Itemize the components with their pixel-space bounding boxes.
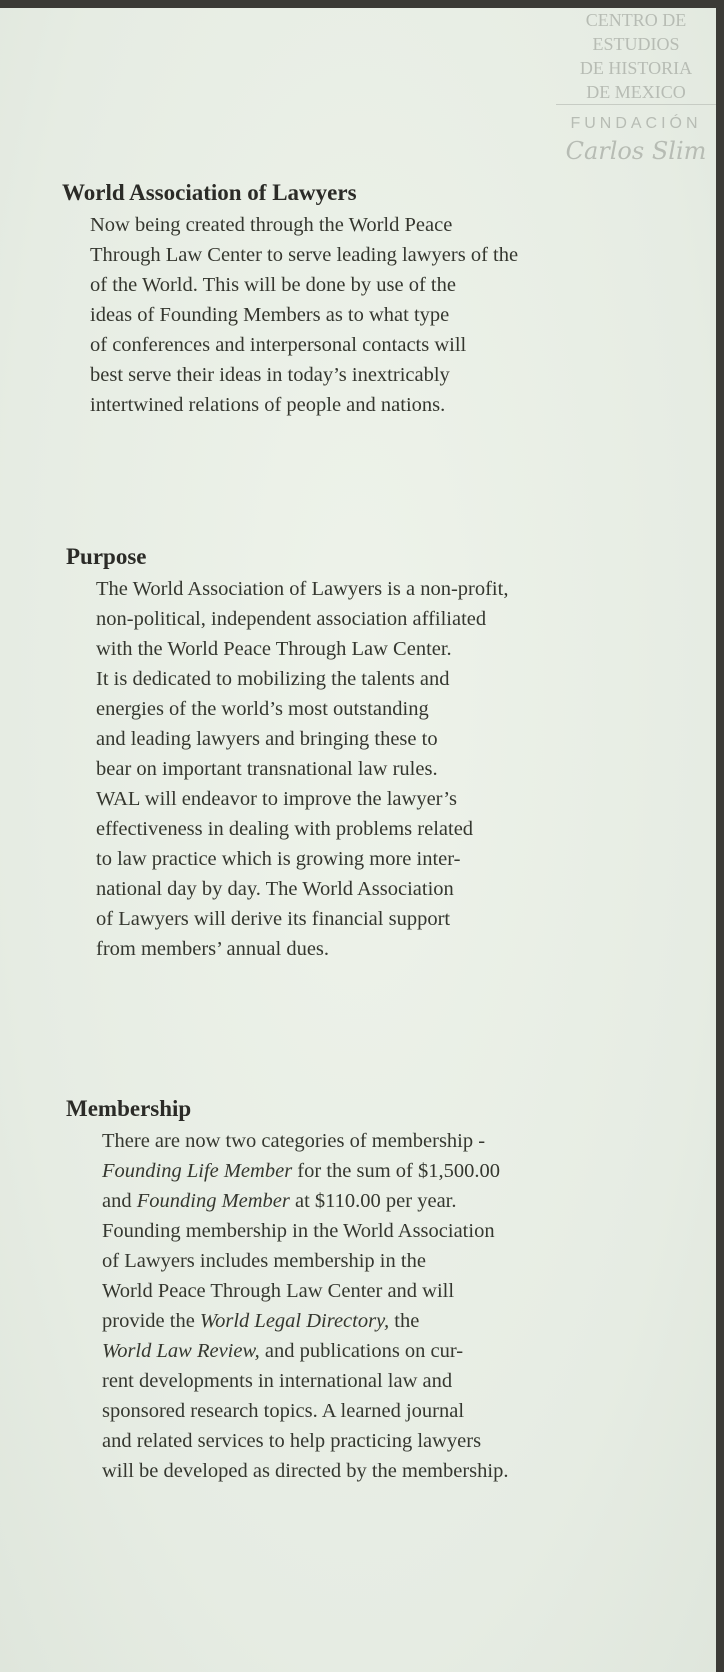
text-line: national day by day. The World Association <box>96 878 454 900</box>
text-line: will be developed as directed by the membership. <box>102 1460 509 1482</box>
section-membership <box>66 1096 508 1486</box>
text-segment: provide the <box>102 1310 200 1332</box>
text-line: WAL will endeavor to improve the lawyer’s <box>96 788 457 810</box>
stamp-institution <box>556 8 716 105</box>
text-segment: at $110.00 per year. <box>289 1190 457 1212</box>
publication-title: World Law Review, <box>102 1340 260 1362</box>
text-line: Founding membership in the World Association <box>102 1220 495 1242</box>
founding-member-term: Founding Member <box>136 1190 290 1212</box>
text-line: It is dedicated to mobilizing the talents and <box>96 668 450 690</box>
text-line: bear on important transnational law rules. <box>96 758 438 780</box>
text-line: from members’ annual dues. <box>96 938 330 960</box>
text-segment: and <box>102 1190 137 1212</box>
text-line: rent developments in international law and <box>102 1370 453 1392</box>
stamp-foundation: FUNDACIÓN <box>570 115 702 132</box>
text-segment: the <box>389 1310 420 1332</box>
section-heading: Membership <box>66 1096 192 1121</box>
text-line: energies of the world’s most outstanding <box>96 698 429 720</box>
text-line: and leading lawyers and bringing these to <box>96 728 438 750</box>
text-line <box>102 1156 508 1186</box>
text-line <box>102 1186 508 1216</box>
text-line: Now being created through the World Peace <box>90 214 453 236</box>
text-line: sponsored research topics. A learned journal <box>102 1400 465 1422</box>
text-line: of the World. This will be done by use of the <box>90 274 456 296</box>
stamp-line: CENTRO DE <box>585 10 687 30</box>
text-line: with the World Peace Through Law Center. <box>96 638 452 660</box>
section-body <box>96 574 508 964</box>
text-line: The World Association of Lawyers is a non-profit, <box>96 578 509 600</box>
text-line <box>102 1336 508 1366</box>
text-line: ideas of Founding Members as to what type <box>90 304 450 326</box>
section-heading: Purpose <box>66 544 147 569</box>
text-line: to law practice which is growing more inter- <box>96 848 461 870</box>
text-line: of Lawyers will derive its financial support <box>96 908 451 930</box>
founding-life-member-term: Founding Life Member <box>102 1160 293 1182</box>
section-purpose <box>66 544 508 964</box>
text-line: Through Law Center to serve leading lawyers of the <box>90 244 519 266</box>
text-line: and related services to help practicing lawyers <box>102 1430 482 1452</box>
stamp-line: DE MEXICO <box>556 80 716 105</box>
text-line <box>102 1306 508 1336</box>
text-line: World Peace Through Law Center and will <box>102 1280 455 1302</box>
section-body <box>102 1126 508 1486</box>
text-line: non-political, independent association affiliated <box>96 608 487 630</box>
document-page <box>0 8 716 1672</box>
text-line: best serve their ideas in today’s inextricably <box>90 364 450 386</box>
archive-stamp <box>556 8 716 165</box>
section-wal <box>62 180 518 420</box>
publication-title: World Legal Directory, <box>199 1310 390 1332</box>
text-line: There are now two categories of membership - <box>102 1130 486 1152</box>
section-heading: World Association of Lawyers <box>62 180 357 205</box>
text-segment: for the sum of $1,500.00 <box>292 1160 500 1182</box>
text-segment: and publications on cur- <box>259 1340 464 1362</box>
text-line: intertwined relations of people and nations. <box>90 394 446 416</box>
stamp-signature: Carlos Slim <box>565 137 707 165</box>
stamp-line: ESTUDIOS <box>592 34 680 54</box>
stamp-line: DE HISTORIA <box>579 58 693 78</box>
text-line: of conferences and interpersonal contacts will <box>90 334 467 356</box>
section-body <box>90 210 518 420</box>
text-line: of Lawyers includes membership in the <box>102 1250 426 1272</box>
text-line: effectiveness in dealing with problems related <box>96 818 474 840</box>
